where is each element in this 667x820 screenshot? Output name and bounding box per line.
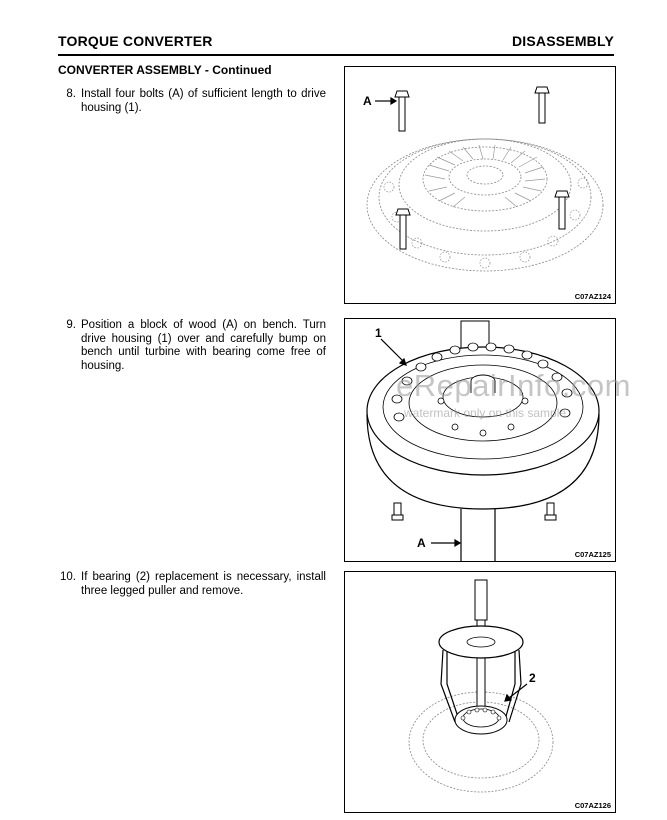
section-title: CONVERTER ASSEMBLY - Continued — [58, 63, 272, 77]
converter-bolts-illustration — [345, 67, 615, 303]
page-header — [58, 33, 614, 53]
bearing-puller-illustration — [345, 572, 615, 812]
figure-bearing-puller — [344, 571, 616, 813]
watermark-main: eRepairInfo.com — [396, 368, 631, 403]
figure-housing-bump — [344, 318, 616, 562]
callout-2: 2 — [529, 671, 536, 685]
header-rule — [58, 54, 614, 56]
callout-a: A — [417, 536, 426, 550]
watermark-sub: watermark only on this sample — [404, 406, 567, 420]
figure-caption: C07AZ125 — [574, 550, 611, 559]
step-number: 8. — [66, 88, 76, 100]
step-number: 9. — [66, 319, 76, 331]
callout-a: A — [363, 94, 372, 108]
chapter-title: TORQUE CONVERTER — [58, 33, 213, 49]
figure-caption: C07AZ124 — [574, 292, 611, 301]
figure-caption: C07AZ126 — [574, 801, 611, 810]
step-text: If bearing (2) replacement is necessary, install three legged puller and remove. — [81, 571, 326, 597]
step-text: Position a block of wood (A) on bench. Turn drive housing (1) over and carefully bump on bench until turbine with bearing come free of housing. — [81, 319, 326, 372]
figure-bolts-installed — [344, 66, 616, 304]
step-text: Install four bolts (A) of sufficient length to drive housing (1). — [81, 88, 326, 114]
step-number: 10. — [60, 571, 76, 583]
housing-bump-illustration — [345, 319, 615, 561]
callout-1: 1 — [375, 326, 382, 340]
section-heading: DISASSEMBLY — [511, 33, 614, 49]
